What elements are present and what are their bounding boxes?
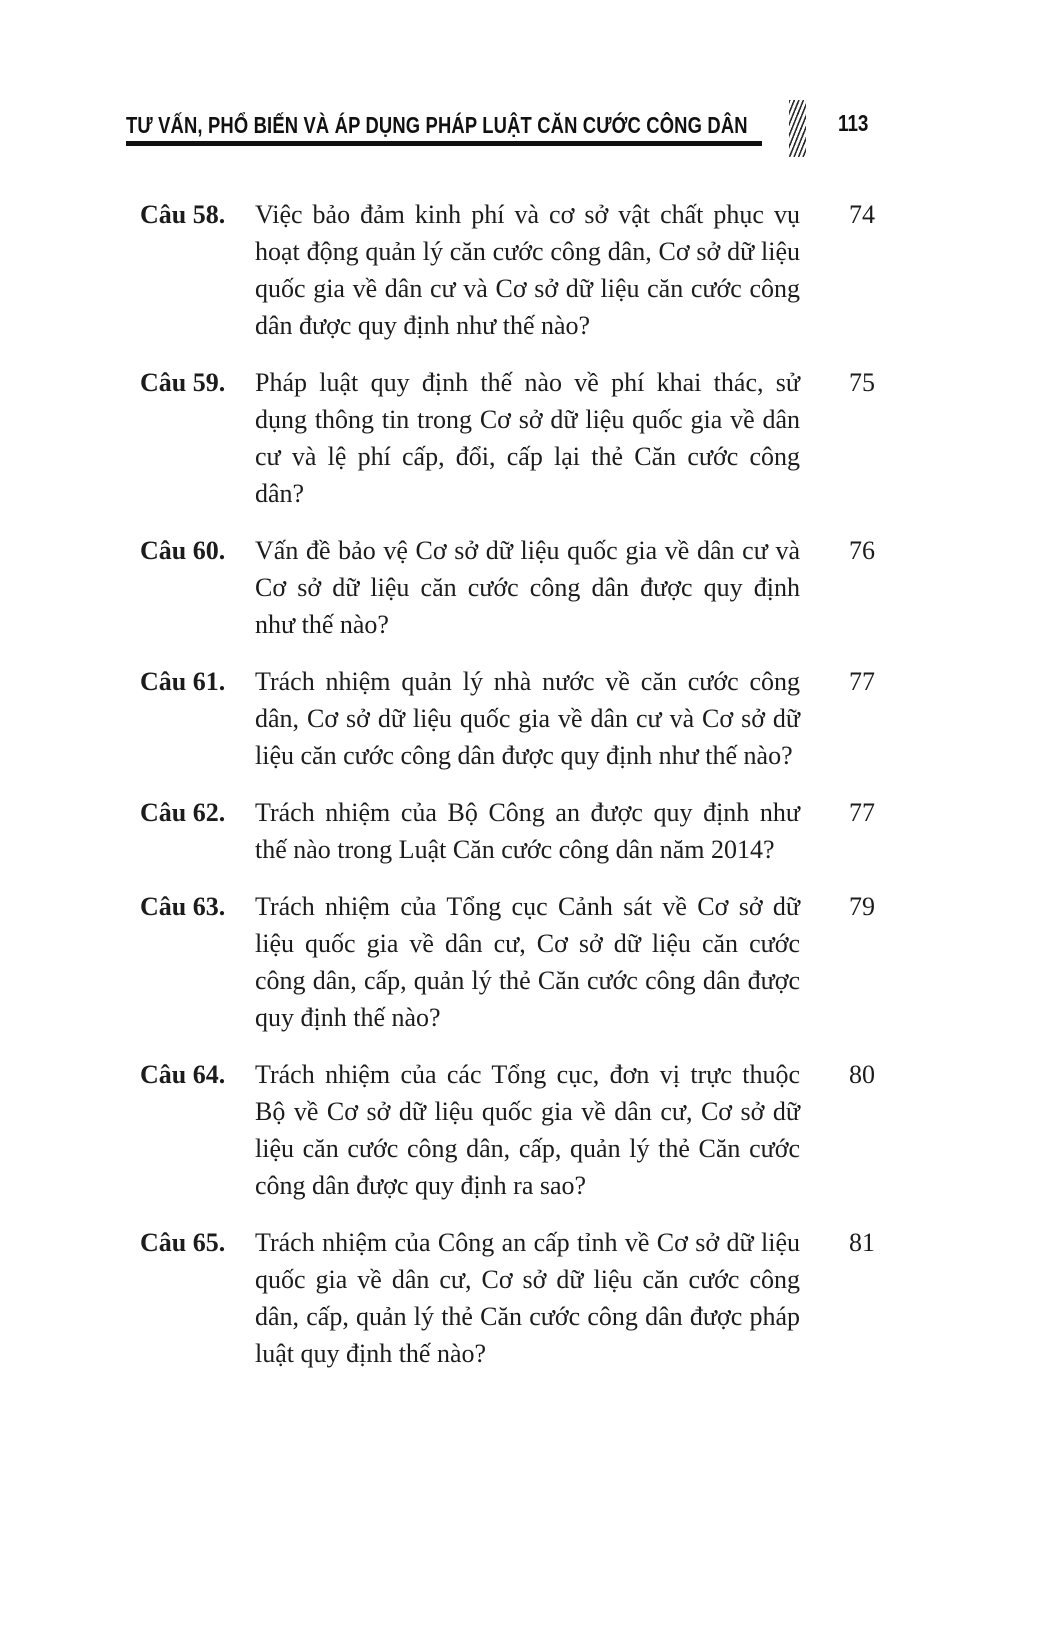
- toc-entry: [140, 1224, 1040, 1372]
- toc-entry: [140, 532, 1040, 643]
- entry-label: Câu 63.: [140, 892, 226, 921]
- entry-label: Câu 65.: [140, 1228, 226, 1257]
- header-rule: [126, 141, 762, 146]
- entry-text: Việc bảo đảm kinh phí và cơ sở vật chất phục vụ hoạt động quản lý căn cước công dân, Cơ sở dữ liệu quốc gia về dân cư và Cơ sở dữ liệu căn cước công dân được quy định như thế nào?: [255, 200, 800, 340]
- entry-text: Pháp luật quy định thế nào về phí khai thác, sử dụng thông tin trong Cơ sở dữ liệu quốc gia về dân cư và lệ phí cấp, đổi, cấp lại thẻ Căn cước công dân?: [255, 368, 800, 508]
- entry-page-number: 74: [849, 200, 875, 229]
- toc-entry: [140, 794, 1040, 868]
- entry-text: Trách nhiệm của Tổng cục Cảnh sát về Cơ sở dữ liệu quốc gia về dân cư, Cơ sở dữ liệu căn cước công dân, cấp, quản lý thẻ Căn cước công dân được quy định thế nào?: [255, 892, 800, 1032]
- page-header: [0, 100, 1040, 170]
- entry-label: Câu 60.: [140, 536, 226, 565]
- page-number: 113: [838, 110, 869, 136]
- entry-page-number: 77: [849, 667, 875, 696]
- entry-text: Trách nhiệm của các Tổng cục, đơn vị trực thuộc Bộ về Cơ sở dữ liệu quốc gia về dân cư, Cơ sở dữ liệu căn cước công dân, cấp, quản lý thẻ Căn cước công dân được quy định ra sao?: [255, 1060, 800, 1200]
- entry-page-number: 77: [849, 798, 875, 827]
- entry-text: Trách nhiệm của Bộ Công an được quy định như thế nào trong Luật Căn cước công dân năm 2014?: [255, 798, 800, 864]
- running-header-title: TƯ VẤN, PHỔ BIẾN VÀ ÁP DỤNG PHÁP LUẬT CĂN CƯỚC CÔNG DÂN: [126, 112, 748, 138]
- toc-entry: [140, 364, 1040, 512]
- entry-page-number: 81: [849, 1228, 875, 1257]
- entry-page-number: 75: [849, 368, 875, 397]
- entry-page-number: 79: [849, 892, 875, 921]
- entry-page-number: 76: [849, 536, 875, 565]
- entry-text: Trách nhiệm quản lý nhà nước về căn cước công dân, Cơ sở dữ liệu quốc gia về dân cư và Cơ sở dữ liệu căn cước công dân được quy định như thế nào?: [255, 667, 800, 770]
- toc-list: [0, 196, 1040, 1392]
- entry-label: Câu 62.: [140, 798, 226, 827]
- entry-label: Câu 61.: [140, 667, 226, 696]
- entry-text: Trách nhiệm của Công an cấp tỉnh về Cơ sở dữ liệu quốc gia về dân cư, Cơ sở dữ liệu căn cước công dân, cấp, quản lý thẻ Căn cước công dân được pháp luật quy định thế nào?: [255, 1228, 800, 1368]
- toc-entry: [140, 196, 1040, 344]
- entry-page-number: 80: [849, 1060, 875, 1089]
- entry-label: Câu 58.: [140, 200, 226, 229]
- entry-text: Vấn đề bảo vệ Cơ sở dữ liệu quốc gia về dân cư và Cơ sở dữ liệu căn cước công dân được quy định như thế nào?: [255, 536, 800, 639]
- hatch-ornament-icon: [789, 100, 806, 157]
- toc-entry: [140, 1056, 1040, 1204]
- entry-label: Câu 64.: [140, 1060, 226, 1089]
- toc-entry: [140, 888, 1040, 1036]
- toc-entry: [140, 663, 1040, 774]
- entry-label: Câu 59.: [140, 368, 226, 397]
